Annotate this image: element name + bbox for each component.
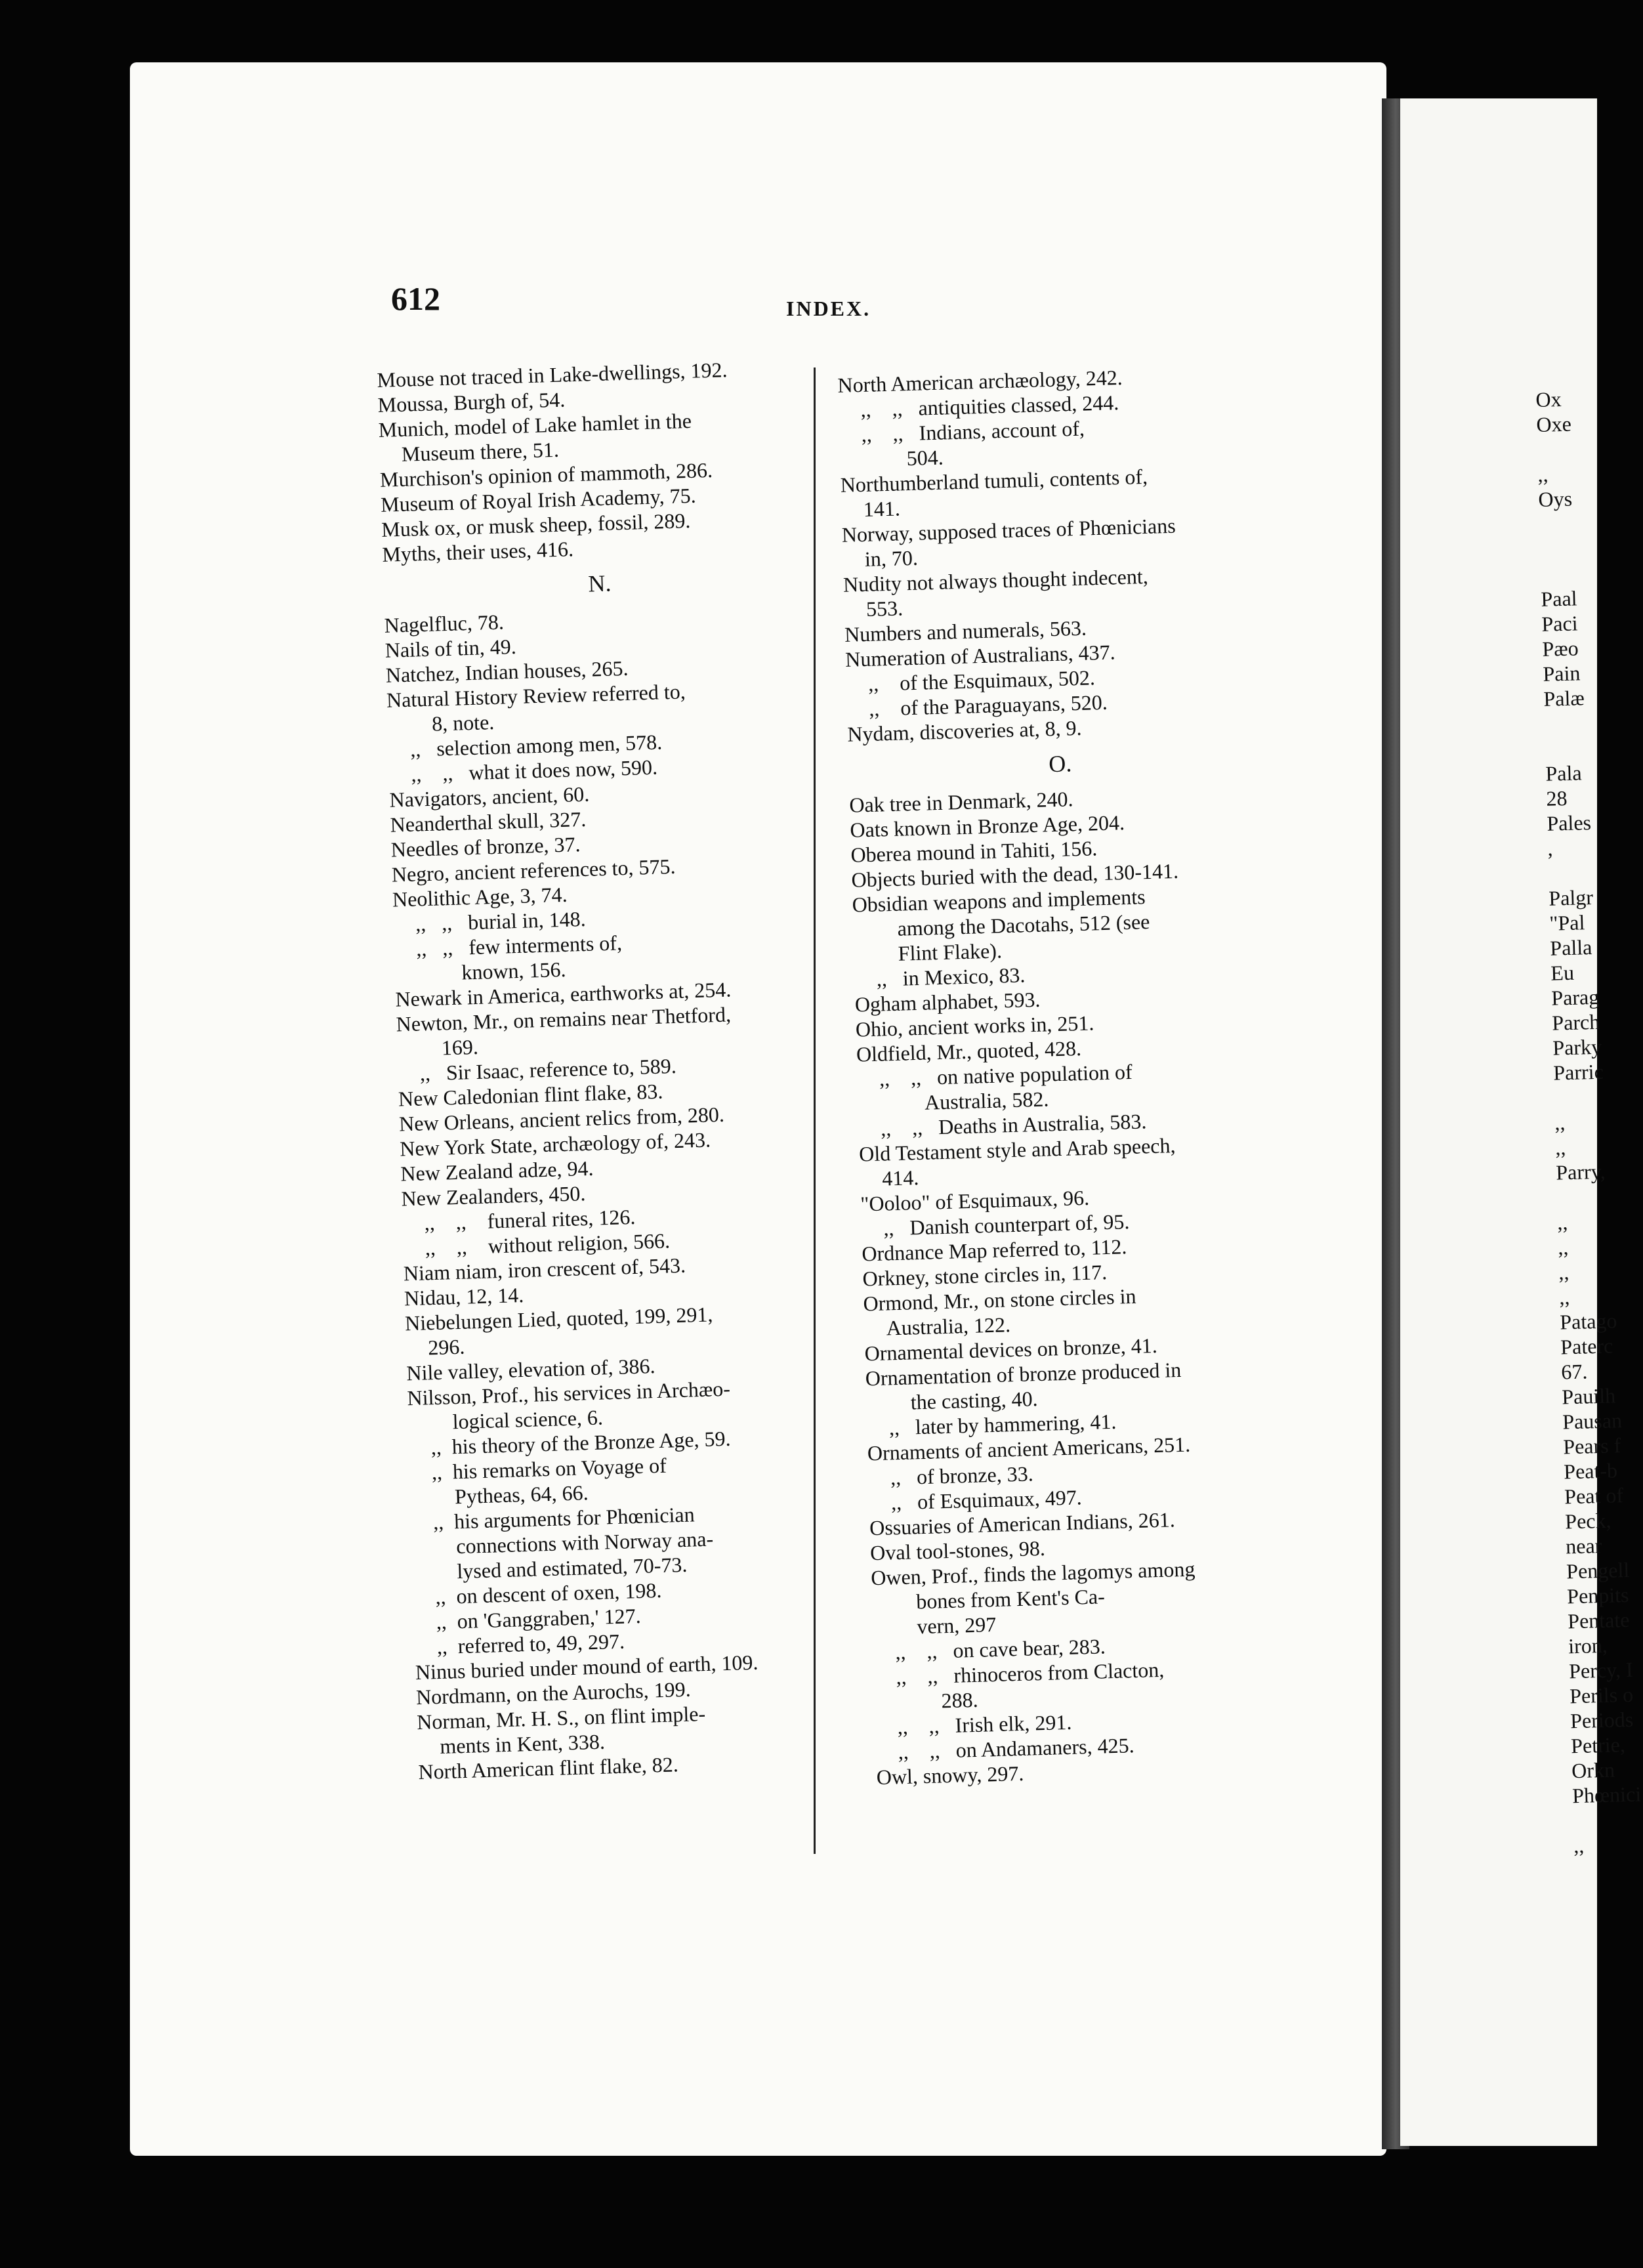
index-entry-fragment: Parky	[1552, 1034, 1602, 1060]
index-entry: in, 70.	[864, 545, 919, 571]
index-entry: Myths, their uses, 416.	[381, 537, 574, 566]
index-entry: connections with Norway ana-	[455, 1526, 714, 1559]
index-entry: Oberea mound in Tahiti, 156.	[850, 836, 1098, 867]
index-entry-fragment: Parch	[1551, 1009, 1600, 1035]
index-entry: ,, his remarks on Voyage of	[431, 1453, 667, 1484]
index-entry: 8, note.	[431, 709, 495, 736]
index-entry: New York State, archæology of, 243.	[399, 1127, 711, 1161]
index-entry: Obsidian weapons and implements	[852, 885, 1146, 917]
index-entry: Navigators, ancient, 60.	[389, 782, 590, 812]
index-entry: vern, 297	[916, 1612, 997, 1639]
index-entry: Nidau, 12, 14.	[404, 1282, 524, 1311]
index-entry-fragment: Patago	[1559, 1309, 1617, 1334]
index-entry-fragment: Eu	[1550, 960, 1575, 985]
index-entry: New Zealanders, 450.	[401, 1181, 586, 1211]
index-entry-fragment: Phœnici	[1571, 1782, 1642, 1808]
index-entry: Pytheas, 64, 66.	[454, 1480, 589, 1509]
index-entry-fragment: Oxe	[1536, 411, 1572, 436]
index-entry: Australia, 582.	[924, 1087, 1049, 1114]
index-entry-fragment: ,,	[1537, 462, 1549, 486]
index-entry: 288.	[941, 1687, 979, 1713]
index-entry: Niebelungen Lied, quoted, 199, 291,	[404, 1302, 713, 1335]
index-entry: Museum there, 51.	[401, 437, 560, 466]
index-entry: Nudity not always thought indecent,	[842, 564, 1149, 597]
page-number: 612	[391, 280, 440, 317]
index-entry: logical science, 6.	[452, 1405, 604, 1434]
index-entry-fragment: ,,	[1558, 1285, 1570, 1309]
index-entry-fragment: Perils o	[1569, 1682, 1634, 1708]
index-entry-fragment	[1537, 436, 1596, 462]
index-entry: 169.	[441, 1034, 479, 1060]
index-entry: Norman, Mr. H. S., on flint imple-	[416, 1702, 706, 1734]
index-entry: ,, his theory of the Bronze Age, 59.	[430, 1426, 731, 1460]
index-entry: 414.	[881, 1166, 919, 1190]
index-entry: Musk ox, or musk sheep, fossil, 289.	[381, 508, 691, 541]
index-entry: Niam niam, iron crescent of, 543.	[403, 1253, 686, 1286]
index-entry-fragment: Petrie,	[1570, 1732, 1626, 1758]
index-entry: Objects buried with the dead, 130-141.	[851, 858, 1179, 892]
index-entry: Orkney, stone circles in, 117.	[862, 1260, 1108, 1291]
index-entry: Nilsson, Prof., his services in Archæo-	[407, 1376, 731, 1410]
index-entry-fragment: Orkn	[1571, 1757, 1615, 1783]
index-entry-fragment: near	[1565, 1533, 1602, 1559]
index-entry-fragment: iron,	[1568, 1633, 1608, 1658]
index-entry-fragment: Pears f	[1562, 1433, 1621, 1459]
index-entry-fragment: Pentate	[1567, 1607, 1630, 1633]
index-entry: ,, ,, funeral rites, 126.	[424, 1204, 636, 1235]
index-entry: ,, of bronze, 33.	[890, 1461, 1034, 1490]
index-entry-fragment: ,	[1547, 836, 1553, 860]
index-entry: ,, Danish counterpart of, 95.	[883, 1209, 1130, 1240]
index-entry: Flint Flake).	[898, 938, 1003, 965]
index-entry: ,, referred to, 49, 297.	[436, 1629, 625, 1659]
index-entry-fragment: Pales	[1546, 810, 1592, 835]
index-entry-fragment: Ox	[1535, 387, 1562, 411]
index-entry: ,, Sir Isaac, reference to, 589.	[419, 1053, 677, 1085]
index-entry: Ornamentation of bronze produced in	[865, 1357, 1182, 1391]
index-entry: ,, of Esquimaux, 497.	[890, 1485, 1083, 1515]
index-entry: ,, selection among men, 578.	[409, 730, 663, 761]
index-entry: Numeration of Australians, 437.	[844, 640, 1116, 671]
index-entry: ,, ,, few interments of,	[415, 931, 623, 961]
index-entry-fragment: Pauilh	[1561, 1383, 1616, 1409]
section-letter-heading: N.	[587, 570, 612, 597]
index-entry-fragment: Pengell	[1566, 1557, 1630, 1584]
index-entry-fragment: ,,	[1557, 1235, 1569, 1259]
index-entry: Oak tree in Denmark, 240.	[848, 787, 1073, 817]
index-entry: the casting, 40.	[910, 1387, 1038, 1414]
index-entry-fragment: Pæo	[1541, 636, 1579, 661]
index-entry: lysed and estimated, 70-73.	[456, 1552, 688, 1584]
index-entry: ,, on 'Ganggraben,' 127.	[436, 1603, 642, 1634]
index-entry-fragment: ,,	[1556, 1210, 1568, 1234]
index-entry-fragment	[1545, 734, 1604, 761]
index-entry: among the Dacotahs, 512 (see	[897, 910, 1150, 940]
index-entry-fragment: ,,	[1554, 1135, 1566, 1160]
index-entry-fragment	[1544, 709, 1604, 736]
index-entry: ,, ,, rhinoceros from Clacton,	[896, 1657, 1165, 1689]
index-entry: ,, of the Esquimaux, 502.	[867, 665, 1096, 696]
index-entry-fragment: Palgr	[1548, 885, 1594, 910]
index-entry: Nydam, discoveries at, 8, 9.	[846, 715, 1082, 746]
index-entry-fragment: ,,	[1554, 1110, 1566, 1135]
index-entry: Old Testament style and Arab speech,	[858, 1133, 1176, 1166]
index-entry: North American flint flake, 82.	[417, 1752, 679, 1784]
index-entry: ,, ,, on cave bear, 283.	[894, 1634, 1106, 1664]
index-entry: known, 156.	[461, 957, 566, 984]
index-entry-fragment: Palæ	[1543, 686, 1585, 711]
index-entry-fragment: Peat of	[1564, 1483, 1624, 1509]
index-entry: bones from Kent's Ca-	[915, 1584, 1106, 1614]
index-entry: ments in Kent, 338.	[439, 1729, 606, 1759]
index-entry: Newark in America, earthworks at, 254.	[395, 977, 732, 1011]
index-entry: New Orleans, ancient relics from, 280.	[398, 1102, 725, 1136]
index-entry-fragment: Oys	[1538, 486, 1573, 511]
index-entry: ,, of the Paraguayans, 520.	[868, 690, 1108, 721]
index-entry: Ordnance Map referred to, 112.	[861, 1234, 1127, 1266]
index-entry-fragment: ,,	[1573, 1833, 1585, 1858]
index-entry: ,, ,, on Andamaners, 425.	[898, 1733, 1135, 1764]
index-entry: Murchison's opinion of mammoth, 286.	[379, 457, 713, 492]
index-entry: ,, ,, Indians, account of,	[861, 416, 1085, 447]
index-entry: Australia, 122.	[886, 1312, 1011, 1340]
index-entry-fragment	[1539, 536, 1599, 562]
index-entry-fragment	[1548, 859, 1608, 885]
index-entry: Oldfield, Mr., quoted, 428.	[856, 1036, 1082, 1066]
index-entry-fragment: Parric	[1552, 1059, 1604, 1085]
index-entry: Natural History Review referred to,	[386, 679, 686, 712]
index-entry: 553.	[865, 596, 904, 621]
index-entry: Newton, Mr., on remains near Thetford,	[396, 1002, 732, 1036]
index-entry-fragment	[1539, 511, 1598, 537]
index-entry-fragment: 67.	[1560, 1359, 1588, 1384]
index-entry: Ninus buried under mound of earth, 109.	[415, 1650, 759, 1685]
index-entry-fragment: Penpits	[1566, 1582, 1629, 1608]
index-entry: ,, ,, Irish elk, 291.	[897, 1710, 1072, 1739]
index-entry-fragment: "Pal	[1549, 910, 1585, 935]
index-entry: Natchez, Indian houses, 265.	[385, 656, 629, 687]
index-entry-fragment: Pain	[1542, 661, 1581, 686]
index-entry: Owen, Prof., finds the lagomys among	[870, 1557, 1196, 1590]
index-entry-fragment: Palla	[1549, 935, 1592, 960]
index-entry: Ohio, ancient works in, 251.	[855, 1011, 1094, 1041]
index-entry-fragment: Parag	[1550, 984, 1600, 1010]
index-entry-fragment: Paal	[1540, 586, 1578, 611]
index-entry: Nails of tin, 49.	[385, 634, 517, 662]
index-entry: 296.	[427, 1334, 465, 1360]
index-entry-fragment: Percy, I	[1568, 1657, 1634, 1683]
index-entry-fragment	[1556, 1183, 1616, 1209]
index-entry: Nile valley, elevation of, 386.	[406, 1354, 655, 1385]
index-entry: Neolithic Age, 3, 74.	[392, 882, 568, 912]
index-entry: Nordmann, on the Aurochs, 199.	[415, 1677, 692, 1710]
index-entry: Negro, ancient references to, 575.	[391, 854, 676, 887]
index-column-left	[377, 354, 852, 1784]
index-entry: 141.	[863, 496, 901, 521]
index-entry: Ossuaries of American Indians, 261.	[869, 1507, 1176, 1540]
index-entry: ,, ,, burial in, 148.	[415, 906, 587, 936]
index-entry: 504.	[906, 445, 944, 471]
index-entry: Munich, model of Lake hamlet in the	[378, 408, 692, 442]
index-entry: Owl, snowy, 297.	[876, 1761, 1024, 1790]
index-entry: Moussa, Burgh of, 54.	[377, 387, 566, 417]
index-entry: Needles of bronze, 37.	[390, 832, 581, 862]
index-entry: New Zealand adze, 94.	[400, 1156, 594, 1186]
index-entry: Ormond, Mr., on stone circles in	[863, 1284, 1136, 1316]
index-entry: ,, on descent of oxen, 198.	[435, 1578, 662, 1609]
index-entry: ,, ,, without religion, 566.	[425, 1228, 671, 1260]
index-entry: ,, in Mexico, 83.	[876, 963, 1026, 991]
index-entry-fragment: 28	[1545, 786, 1568, 810]
index-entry: Nagelfluc, 78.	[384, 610, 505, 637]
index-entry-fragment: ,,	[1558, 1260, 1570, 1284]
index-entry-fragment: Peat-b	[1563, 1458, 1618, 1484]
index-entry: Oats known in Bronze Age, 204.	[849, 810, 1125, 842]
section-letter-heading: O.	[1048, 750, 1072, 778]
running-title: INDEX.	[786, 297, 871, 320]
index-entry-fragment: Pala	[1545, 761, 1582, 786]
index-entry-fragment: Pausan	[1562, 1408, 1623, 1434]
index-entry: North American archæology, 242.	[837, 365, 1123, 397]
index-entry: ,, ,, antiquities classed, 244.	[860, 390, 1119, 422]
index-entry: Ornaments of ancient Americans, 251.	[867, 1432, 1191, 1465]
index-entry: Museum of Royal Irish Academy, 75.	[380, 483, 697, 516]
index-entry: ,, ,, on native population of	[879, 1059, 1133, 1091]
index-entry: Ogham alphabet, 593.	[854, 987, 1041, 1017]
index-column-middle	[837, 361, 1300, 1790]
index-entry: "Ooloo" of Esquimaux, 96.	[860, 1185, 1090, 1216]
index-entry: ,, his arguments for Phœnician	[432, 1502, 696, 1534]
index-entry: ,, later by hammering, 41.	[888, 1409, 1117, 1440]
index-entry-fragment	[1540, 560, 1600, 587]
index-entry-fragment	[1573, 1807, 1633, 1833]
index-entry-fragment: Paterc	[1560, 1334, 1613, 1359]
index-entry: ,, ,, Deaths in Australia, 583.	[880, 1109, 1147, 1141]
index-entry: Oval tool-stones, 98.	[869, 1536, 1046, 1565]
index-entry: Numbers and numerals, 563.	[844, 616, 1087, 646]
index-entry-fragment: Peck,	[1564, 1508, 1612, 1534]
index-entry-fragment: Parry,	[1555, 1159, 1606, 1185]
index-entry-fragment: Periods	[1570, 1707, 1634, 1733]
index-entry: Northumberland tumuli, contents of,	[840, 464, 1148, 497]
index-entry-fragment	[1554, 1083, 1613, 1110]
index-entry: Norway, supposed traces of Phœnicians	[841, 513, 1176, 547]
index-entry: New Caledonian flint flake, 83.	[398, 1079, 663, 1111]
index-entry-fragment: Paci	[1541, 611, 1578, 636]
index-entry: Ornamental devices on bronze, 41.	[864, 1333, 1158, 1366]
index-entry: Mouse not traced in Lake-dwellings, 192.	[377, 358, 728, 392]
index-entry: ,, ,, what it does now, 590.	[410, 755, 658, 786]
index-entry: Neanderthal skull, 327.	[390, 807, 587, 837]
